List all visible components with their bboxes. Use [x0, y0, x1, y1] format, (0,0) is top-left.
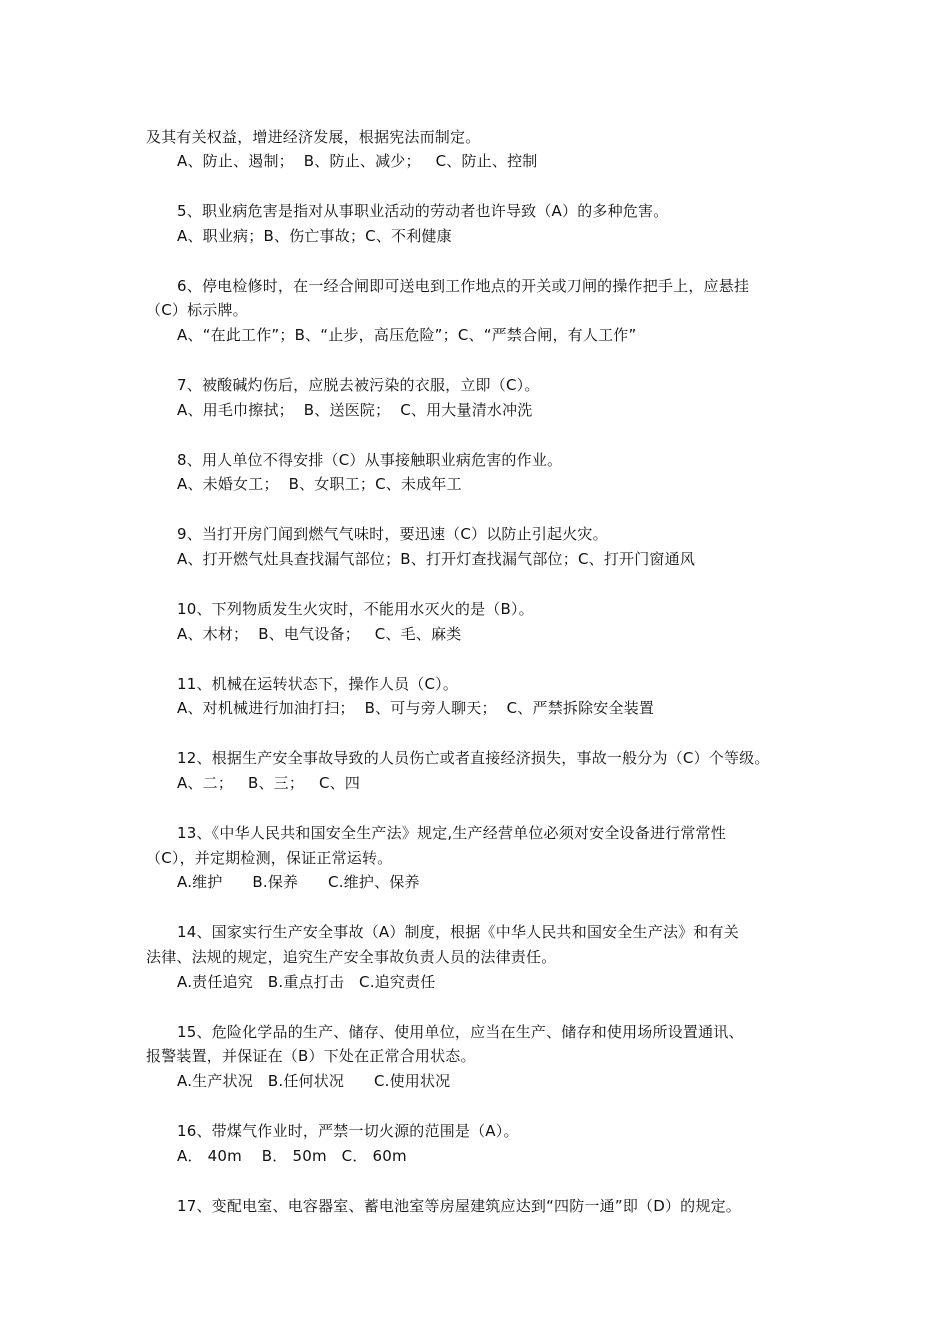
- question-line: 17、变配电室、电容器室、蓄电池室等房屋建筑应达到“四防一通”即（D）的规定。: [177, 1197, 741, 1215]
- question-line: 7、被酸碱灼伤后，应脱去被污染的衣服，立即（C）。: [177, 376, 540, 394]
- question-line: 15、危险化学品的生产、储存、使用单位，应当在生产、储存和使用场所设置通讯、: [177, 1023, 744, 1041]
- option-line: A、防止、遏制； B、防止、减少； C、防止、控制: [177, 152, 538, 170]
- question-line: 14、国家实行生产安全事故（A）制度，根据《中华人民共和国安全生产法》和有关: [177, 923, 739, 941]
- option-line: A、打开燃气灶具查找漏气部位；B、打开灯查找漏气部位；C、打开门窗通风: [177, 550, 696, 568]
- option-line: A、“在此工作”；B、“止步，高压危险”；C、“严禁合闸，有人工作”: [177, 326, 637, 344]
- option-line: A、木材； B、电气设备； C、毛、麻类: [177, 625, 462, 643]
- option-line: A、用毛巾擦拭； B、送医院； C、用大量清水冲洗: [177, 401, 533, 419]
- question-line: 11、机械在运转状态下，操作人员（C）。: [177, 675, 459, 693]
- text-line: 及其有关权益，增进经济发展，根据宪法而制定。: [146, 128, 481, 146]
- question-line: 16、带煤气作业时，严禁一切火源的范围是（A）。: [177, 1122, 519, 1140]
- option-line: A.责任追究 B.重点打击 C.追究责任: [177, 973, 436, 991]
- question-line: （C），并定期检测，保证正常运转。: [146, 849, 393, 867]
- option-line: A． 40m B． 50m C． 60m: [177, 1147, 407, 1165]
- question-line: 6、停电检修时，在一经合闸即可送电到工作地点的开关或刀闸的操作把手上，应悬挂: [177, 277, 750, 295]
- question-line: 5、职业病危害是指对从事职业活动的劳动者也许导致（A）的多种危害。: [177, 202, 669, 220]
- option-line: A、职业病；B、伤亡事故；C、不利健康: [177, 227, 452, 245]
- option-line: A.维护 B.保养 C.维护、保养: [177, 873, 420, 891]
- question-line: 报警装置，并保证在（B）下处在正常合用状态。: [146, 1047, 476, 1065]
- question-line: 10、下列物质发生火灾时，不能用水灭火的是（B）。: [177, 600, 534, 618]
- option-line: A.生产状况 B.任何状况 C.使用状况: [177, 1072, 451, 1090]
- option-line: A、未婚女工； B、女职工；C、未成年工: [177, 475, 462, 493]
- question-line: （C）标示牌。: [146, 301, 248, 319]
- question-line: 8、用人单位不得安排（C）从事接触职业病危害的作业。: [177, 451, 563, 469]
- option-line: A、对机械进行加油打扫； B、可与旁人聊天； C、严禁拆除安全装置: [177, 699, 655, 717]
- question-line: 13、《中华人民共和国安全生产法》规定,生产经营单位必须对安全设备进行常常性: [177, 824, 726, 842]
- question-line: 法律、法规的规定，追究生产安全事故负责人员的法律责任。: [146, 948, 557, 966]
- question-line: 12、根据生产安全事故导致的人员伤亡或者直接经济损失，事故一般分为（C）个等级。: [177, 749, 770, 767]
- option-line: A、二； B、三； C、四: [177, 774, 361, 792]
- question-line: 9、当打开房门闻到燃气气味时，要迅速（C）以防止引起火灾。: [177, 525, 608, 543]
